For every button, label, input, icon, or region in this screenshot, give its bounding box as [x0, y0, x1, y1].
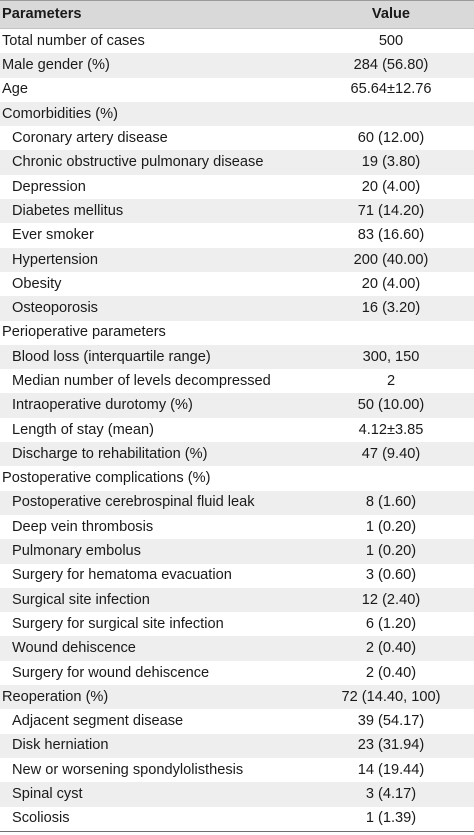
table-row	[0, 369, 474, 393]
row-parameter: New or worsening spondylolisthesis	[12, 762, 244, 778]
row-parameter: Chronic obstructive pulmonary disease	[12, 155, 264, 170]
table-row	[0, 709, 474, 733]
section-heading: Perioperative parameters	[2, 325, 166, 340]
section-row	[0, 466, 474, 490]
row-value: 4.12±3.85	[358, 421, 424, 438]
row-value: 6 (1.20)	[365, 615, 417, 632]
header-parameters: Parameters	[2, 7, 82, 22]
row-value: 65.64±12.76	[350, 81, 432, 98]
row-parameter: Diabetes mellitus	[12, 203, 124, 219]
row-value: 39 (54.17)	[357, 713, 425, 730]
header-value: Value	[371, 6, 411, 23]
row-parameter: Age	[2, 82, 28, 98]
row-parameter: Postoperative cerebrospinal fluid leak	[12, 495, 255, 511]
row-parameter: Length of stay (mean)	[12, 422, 154, 438]
table-row	[0, 29, 474, 53]
row-parameter: Male gender (%)	[2, 58, 110, 73]
table-row	[0, 491, 474, 515]
table-row	[0, 248, 474, 272]
table-row	[0, 782, 474, 806]
section-row	[0, 102, 474, 126]
row-parameter: Total number of cases	[2, 33, 145, 49]
row-value: 60 (12.00)	[357, 130, 425, 147]
row-value: 1 (0.20)	[365, 543, 417, 560]
row-value: 23 (31.94)	[357, 737, 425, 754]
row-parameter: Ever smoker	[12, 228, 94, 243]
table-row	[0, 418, 474, 442]
row-parameter: Deep vein thrombosis	[12, 519, 154, 535]
section-heading: Postoperative complications (%)	[2, 471, 211, 486]
row-value: 20 (4.00)	[361, 275, 421, 292]
row-parameter: Disk herniation	[12, 738, 109, 754]
row-value: 20 (4.00)	[361, 178, 421, 195]
table-row	[0, 345, 474, 369]
table-row	[0, 612, 474, 636]
table-row	[0, 272, 474, 296]
row-parameter: Surgical site infection	[12, 592, 150, 608]
table-row	[0, 515, 474, 539]
row-value: 3 (4.17)	[365, 786, 417, 803]
row-value: 19 (3.80)	[361, 154, 421, 171]
table-row	[0, 393, 474, 417]
row-parameter: Hypertension	[12, 252, 98, 268]
row-parameter: Osteoporosis	[12, 301, 98, 316]
table-row	[0, 53, 474, 77]
table-row	[0, 78, 474, 102]
row-parameter: Scoliosis	[12, 811, 70, 826]
row-value: 83 (16.60)	[357, 227, 425, 244]
row-value: 47 (9.40)	[361, 445, 421, 462]
table-row	[0, 150, 474, 174]
row-value: 300, 150	[362, 348, 420, 365]
row-parameter: Wound dehiscence	[12, 641, 136, 656]
section-row	[0, 321, 474, 345]
row-parameter: Blood loss (interquartile range)	[12, 349, 211, 365]
row-value: 14 (19.44)	[357, 761, 425, 778]
row-parameter: Coronary artery disease	[12, 131, 168, 146]
row-value: 3 (0.60)	[365, 567, 417, 584]
row-parameter: Surgery for wound dehiscence	[12, 665, 210, 681]
table-row	[0, 442, 474, 466]
row-value: 71 (14.20)	[357, 202, 425, 219]
table-row	[0, 539, 474, 563]
table-row	[0, 758, 474, 782]
row-value: 8 (1.60)	[365, 494, 417, 511]
section-heading: Reoperation (%)	[2, 689, 109, 705]
row-value: 1 (0.20)	[365, 518, 417, 535]
table-row	[0, 199, 474, 223]
section-heading: Comorbidities (%)	[2, 106, 118, 122]
row-value: 16 (3.20)	[361, 300, 421, 317]
table-row	[0, 223, 474, 247]
table-row	[0, 126, 474, 150]
row-parameter: Depression	[12, 179, 86, 195]
row-value: 2	[386, 373, 396, 389]
table-row	[0, 807, 474, 831]
row-parameter: Spinal cyst	[12, 787, 83, 802]
table-row	[0, 296, 474, 320]
row-parameter: Obesity	[12, 276, 62, 292]
table-row	[0, 175, 474, 199]
table-row	[0, 636, 474, 660]
row-parameter: Pulmonary embolus	[12, 544, 141, 559]
table-row	[0, 661, 474, 685]
row-value: 500	[378, 32, 404, 49]
section-row	[0, 685, 474, 709]
row-parameter: Intraoperative durotomy (%)	[12, 398, 193, 413]
row-value: 50 (10.00)	[357, 397, 425, 414]
table-row	[0, 588, 474, 612]
row-value: 12 (2.40)	[361, 591, 421, 608]
row-value: 2 (0.40)	[365, 640, 417, 657]
table-row	[0, 734, 474, 758]
table-header-row	[0, 1, 474, 29]
row-value: 2 (0.40)	[365, 664, 417, 681]
row-value: 200 (40.00)	[353, 251, 429, 268]
table-row	[0, 564, 474, 588]
row-parameter: Discharge to rehabilitation (%)	[12, 446, 208, 462]
row-parameter: Median number of levels decompressed	[12, 374, 271, 389]
row-value: 284 (56.80)	[353, 57, 429, 74]
row-parameter: Adjacent segment disease	[12, 714, 184, 729]
row-value: 1 (1.39)	[365, 810, 417, 827]
row-parameter: Surgery for hematoma evacuation	[12, 568, 232, 583]
row-value: 72 (14.40, 100)	[341, 688, 441, 705]
row-parameter: Surgery for surgical site infection	[12, 616, 224, 632]
